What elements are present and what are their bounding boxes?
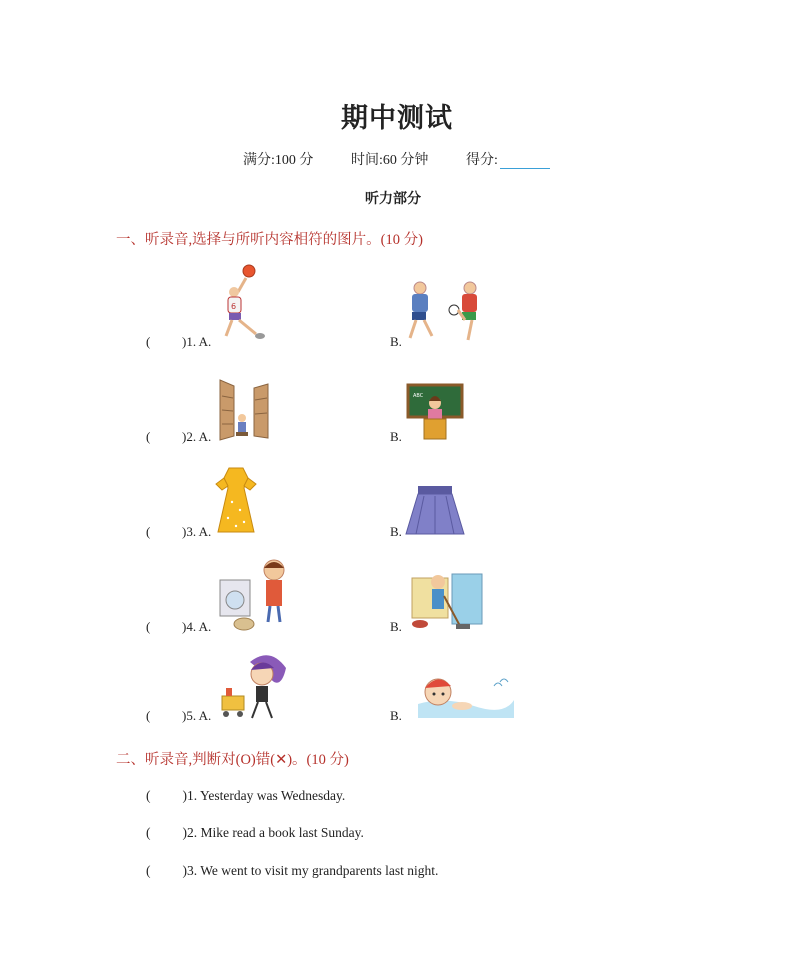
question-label: )1. A. <box>182 334 212 349</box>
library-image <box>218 376 270 442</box>
part1-heading: 一、听录音,选择与所听内容相符的图片。(10 分) <box>116 232 423 248</box>
option-b-label: B. <box>390 524 402 539</box>
svg-text:ABC: ABC <box>413 393 424 399</box>
option-b-label: B. <box>390 334 402 349</box>
section-title: 听力部分 <box>365 192 421 207</box>
shopping-girl-image <box>216 652 290 722</box>
answer-paren: ( <box>146 708 151 723</box>
washing-clothes-image <box>216 556 292 632</box>
score-label: 得分: <box>466 153 498 168</box>
answer-paren: ( <box>146 863 151 878</box>
question-label: )4. A. <box>182 619 212 634</box>
answer-paren: ( <box>146 524 151 539</box>
yellow-dress-image <box>214 466 258 536</box>
item-text: )3. We went to visit my grandparents last night. <box>182 863 439 878</box>
question-label: )3. A. <box>182 524 212 539</box>
answer-paren: ( <box>146 429 151 444</box>
judgement-item <box>146 863 438 879</box>
item-text: )1. Yesterday was Wednesday. <box>182 788 346 803</box>
full-score: 满分:100 分 <box>243 153 314 168</box>
judgement-item <box>146 825 364 841</box>
answer-paren: ( <box>146 334 151 349</box>
answer-paren: ( <box>146 619 151 634</box>
cleaning-room-image <box>408 568 486 632</box>
page-title: 期中测试 <box>341 103 453 133</box>
answer-paren: ( <box>146 825 151 840</box>
svg-text:6: 6 <box>231 302 237 311</box>
time-limit: 时间:60 分钟 <box>351 153 429 168</box>
item-text: )2. Mike read a book last Sunday. <box>182 825 364 840</box>
option-b-label: B. <box>390 708 402 723</box>
score-field <box>466 149 550 169</box>
skirt-image <box>404 484 466 536</box>
basketball-player-image <box>218 264 270 344</box>
part2-heading: 二、听录音,判断对(O)错(✕)。(10 分) <box>116 752 349 768</box>
judgement-item <box>146 788 345 804</box>
answer-paren: ( <box>146 788 151 803</box>
question-label: )2. A. <box>182 429 212 444</box>
option-b-label: B. <box>390 619 402 634</box>
score-blank <box>500 154 550 169</box>
swimming-child-image <box>414 672 518 720</box>
teacher-blackboard-image <box>406 383 464 441</box>
soccer-players-image <box>402 280 486 346</box>
question-label: )5. A. <box>182 708 212 723</box>
option-b-label: B. <box>390 429 402 444</box>
